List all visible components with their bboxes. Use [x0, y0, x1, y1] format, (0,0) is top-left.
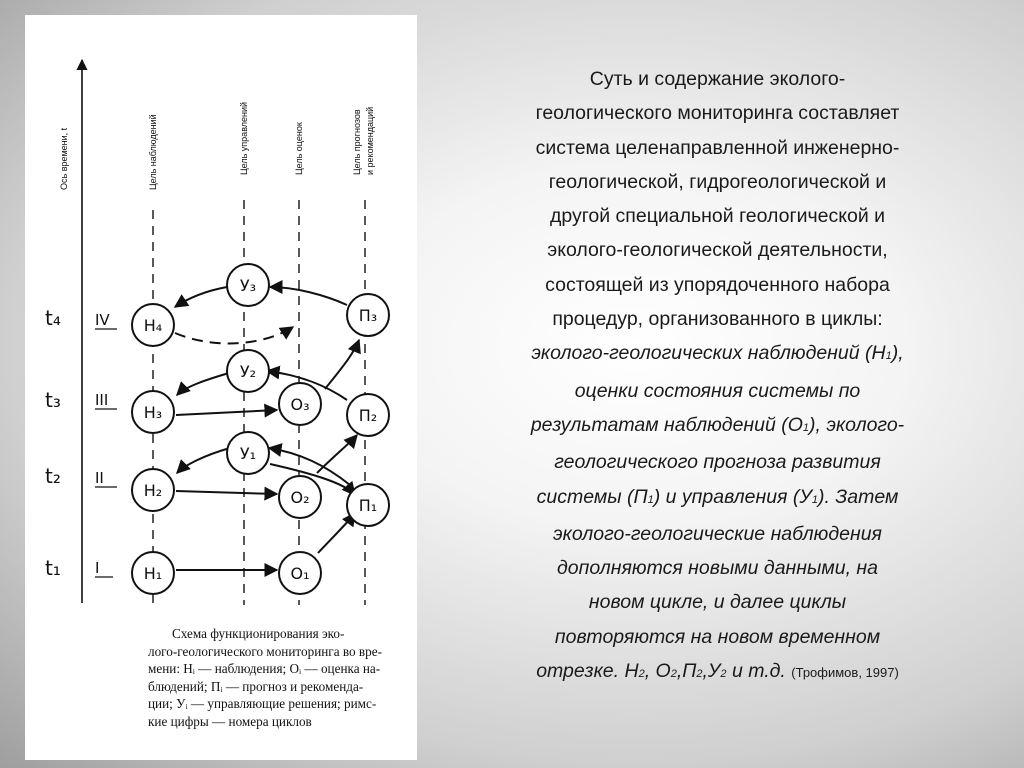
caption-line: блюдений; Пᵢ — прогноз и рекоменда- — [148, 678, 364, 694]
node-h2-label: Н₂ — [143, 481, 163, 500]
text-line: другой специальной геологической и — [549, 205, 886, 228]
arrow-h4-continue — [175, 327, 293, 343]
row-time-t1: t₁ — [45, 556, 61, 580]
text-line: процедур, организованного в циклы: — [552, 308, 883, 331]
arrow-o1-p1 — [318, 513, 355, 553]
figure-panel — [25, 15, 417, 760]
node-u3-label: У₃ — [239, 276, 257, 295]
text-line: состоящей из упорядоченного набора — [545, 273, 890, 296]
node-o2-label: О₂ — [290, 488, 310, 507]
slide-body-text — [445, 62, 990, 691]
text-line: система целенаправленной инженерно- — [535, 136, 900, 159]
row-cycle-iii: III — [95, 391, 109, 409]
time-axis-label: Ось времени, t — [59, 127, 69, 190]
figure-caption — [148, 625, 428, 731]
arrow-u3-h4 — [175, 287, 227, 307]
node-p2-label: П₂ — [358, 406, 378, 425]
node-p3-label: П₃ — [358, 306, 378, 325]
text-line-italic: дополняются новыми данными, на — [557, 557, 878, 580]
node-u1-label: У₁ — [239, 444, 257, 463]
node-h3-label: Н₃ — [143, 403, 163, 422]
column-label-assessment: Цель оценок — [294, 122, 304, 175]
text-line-italic: оценки состояния системы по — [574, 379, 861, 402]
text-line-italic: результатам наблюдений (О1), эколого- — [530, 413, 905, 436]
caption-line: Схема функционирования эко- — [172, 626, 345, 641]
arrow-p3-u3 — [270, 287, 347, 305]
row-cycle-ii: II — [95, 469, 104, 487]
text-line: эколого-геологической деятельности, — [547, 239, 888, 262]
text-line: геологической, гидрогеологической и — [548, 170, 887, 193]
caption-line: кие цифры — номера циклов — [148, 713, 312, 729]
text-line: Суть и содержание эколого- — [589, 68, 846, 90]
caption-line: мени: Нᵢ — наблюдения; Оᵢ — оценка на- — [148, 661, 381, 677]
citation: (Трофимов, 1997) — [791, 665, 899, 681]
column-label-forecast-2: и рекомендаций — [365, 106, 375, 175]
arrow-o3-p3 — [325, 340, 359, 389]
column-label-forecast-1: Цель прогнозов — [352, 109, 362, 175]
node-h1-label: Н₁ — [143, 564, 163, 583]
text-line-italic: эколого-геологические наблюдения — [553, 522, 882, 545]
text-line-italic: системы (П1) и управления (У1). Затем — [536, 485, 899, 508]
arrow-u2-h3 — [177, 373, 229, 395]
column-label-observations: Цель наблюдений — [148, 114, 158, 190]
monitoring-cycle-diagram — [25, 15, 417, 625]
arrow-h2-o2 — [176, 491, 277, 494]
row-cycle-i: I — [95, 559, 100, 577]
text-line-italic: отрезке. Н2, О2,П2,У2 и т.д. (Трофимов, 1997) — [536, 660, 899, 683]
row-cycle-iv: IV — [95, 311, 110, 329]
row-time-t4: t₄ — [45, 306, 61, 330]
row-time-t2: t₂ — [45, 464, 61, 488]
arrow-u1-h2 — [177, 448, 230, 473]
text-line-italic: эколого-геологических наблюдений (Н1), — [531, 342, 904, 365]
node-h4-label: Н₄ — [143, 316, 163, 335]
text-line-italic: новом цикле, и далее циклы — [588, 591, 847, 614]
column-label-management: Цель управлений — [239, 101, 249, 175]
text-line: геологического мониторинга составляет — [535, 102, 900, 125]
arrow-h3-o3 — [176, 410, 277, 415]
caption-line: ции; Уᵢ — управляющие решения; римс- — [148, 696, 377, 712]
node-o3-label: О₃ — [290, 395, 310, 414]
node-u2-label: У₂ — [239, 362, 257, 381]
arrow-o2-p2 — [317, 435, 357, 473]
text-line-italic: повторяются на новом временном — [554, 625, 881, 648]
caption-line: лого-геологического мониторинга во вре- — [148, 643, 382, 659]
row-time-t3: t₃ — [45, 388, 61, 412]
node-o1-label: О₁ — [290, 564, 310, 583]
text-line-italic: геологического прогноза развития — [554, 451, 881, 474]
node-p1-label: П₁ — [358, 496, 378, 515]
